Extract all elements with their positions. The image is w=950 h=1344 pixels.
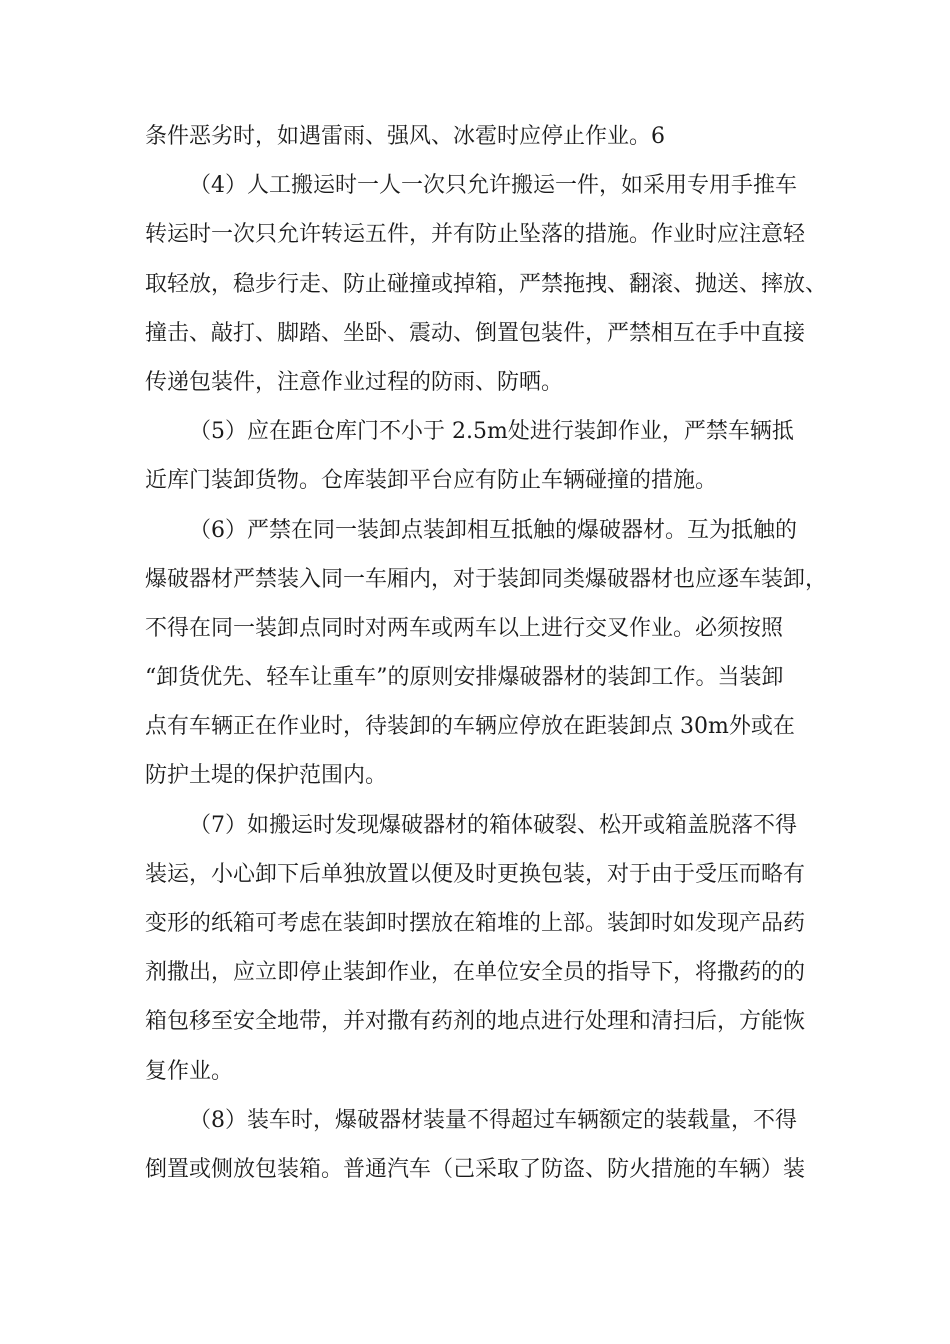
text-line: 防护土堤的保护范围内。: [145, 763, 388, 789]
text-line: 条件恶劣时，如遇雷雨、强风、冰雹时应停止作业。6: [145, 124, 665, 149]
text-line: （8）装车时，爆破器材装量不得超过车辆额定的装载量，不得: [189, 1107, 797, 1133]
text-line: （7）如搬运时发现爆破器材的箱体破裂、松开或箱盖脱落不得: [189, 812, 797, 838]
text-line: 点有车辆正在作业时，待装卸的车辆应停放在距装卸点 30m外或在: [145, 714, 795, 740]
text-line: 爆破器材严禁装入同一车厢内，对于装卸同类爆破器材也应逐车装卸，: [145, 566, 828, 592]
text-line: 装运，小心卸下后单独放置以便及时更换包装，对于由于受压而略有: [145, 861, 806, 887]
text-line: “卸货优先、轻车让重车”的原则安排爆破器材的装卸工作。当装卸: [145, 665, 784, 691]
text-line: 撞击、敲打、脚踏、坐卧、震动、倒置包装件，严禁相互在手中直接: [145, 320, 806, 346]
text-line: 取轻放，稳步行走、防止碰撞或掉箱，严禁拖拽、翻滚、抛送、摔放、: [145, 271, 828, 297]
text-line: 转运时一次只允许转运五件，并有防止坠落的措施。作业时应注意轻: [145, 222, 806, 248]
text-line: 不得在同一装卸点同时对两车或两车以上进行交叉作业。必须按照: [145, 615, 784, 641]
text-line: 近库门装卸货物。仓库装卸平台应有防止车辆碰撞的措施。: [145, 468, 718, 494]
text-line: （6）严禁在同一装卸点装卸相互抵触的爆破器材。互为抵触的: [189, 517, 797, 543]
text-line: 复作业。: [145, 1058, 234, 1084]
text-line: （5）应在距仓库门不小于 2.5m处进行装卸作业，严禁车辆抵: [189, 419, 794, 445]
text-line: 倒置或侧放包装箱。普通汽车（己采取了防盗、防火措施的车辆）装: [145, 1156, 806, 1182]
text-line: 变形的纸箱可考虑在装卸时摆放在箱堆的上部。装卸时如发现产品药: [145, 911, 806, 936]
text-line: （4）人工搬运时一人一次只允许搬运一件，如采用专用手推车: [189, 173, 797, 199]
body-text: [145, 112, 828, 1194]
text-line: 箱包移至安全地带，并对撒有药剂的地点进行处理和清扫后，方能恢: [145, 1009, 806, 1035]
text-line: 传递包装件，注意作业过程的防雨、防晒。: [145, 369, 564, 395]
text-line: 剂撒出，应立即停止装卸作业，在单位安全员的指导下，将撒药的的: [145, 960, 806, 986]
